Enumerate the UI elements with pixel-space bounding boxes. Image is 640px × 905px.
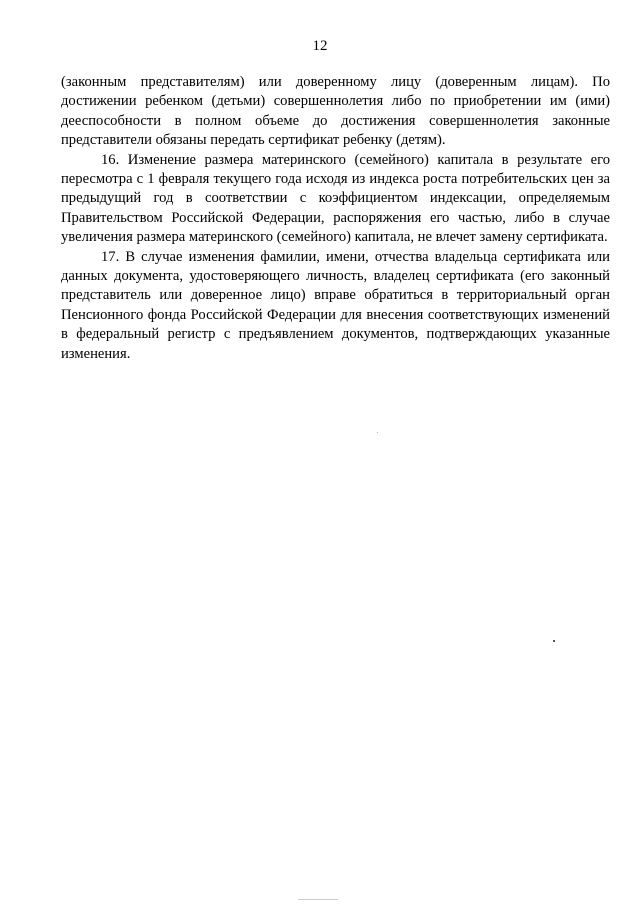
paragraph-item-16: 16. Изменение размера материнского (семейного) капитала в результате его пересмотра с 1 февраля текущего года исходя из индекса роста потребительских цен за предыдущий год в соответствии с коэффициентом индексации, определяемым Правительством Российской Федерации, распоряжения его частью, либо в случае увеличения размера материнского (семейного) капитала, не влечет замену сертификата. [61,151,610,246]
document-body [61,73,610,364]
scan-speck [377,432,378,433]
page-number: 12 [312,38,328,54]
paragraph-item-17: 17. В случае изменения фамилии, имени, отчества владельца сертификата или данных документа, удостоверяющего личность, владелец сертификата (его законный представитель или доверенное лицо) вправе обратиться в территориальный орган Пенсионного фонда Российской Федерации для внесения соответствующих изменений в федеральный регистр с предъявлением документов, подтверждающих указанные изменения. [61,248,610,362]
scan-speck [298,899,338,900]
paragraph-continuation: (законным представителям) или доверенному лицу (доверенным лицам). По достижении ребенком (детьми) совершеннолетия либо по приобретении им (ими) дееспособности в полном объеме до достижения совершеннолетия законные представители обязаны передать сертификат ребенку (детям). [61,74,610,149]
scan-speck [553,640,555,642]
